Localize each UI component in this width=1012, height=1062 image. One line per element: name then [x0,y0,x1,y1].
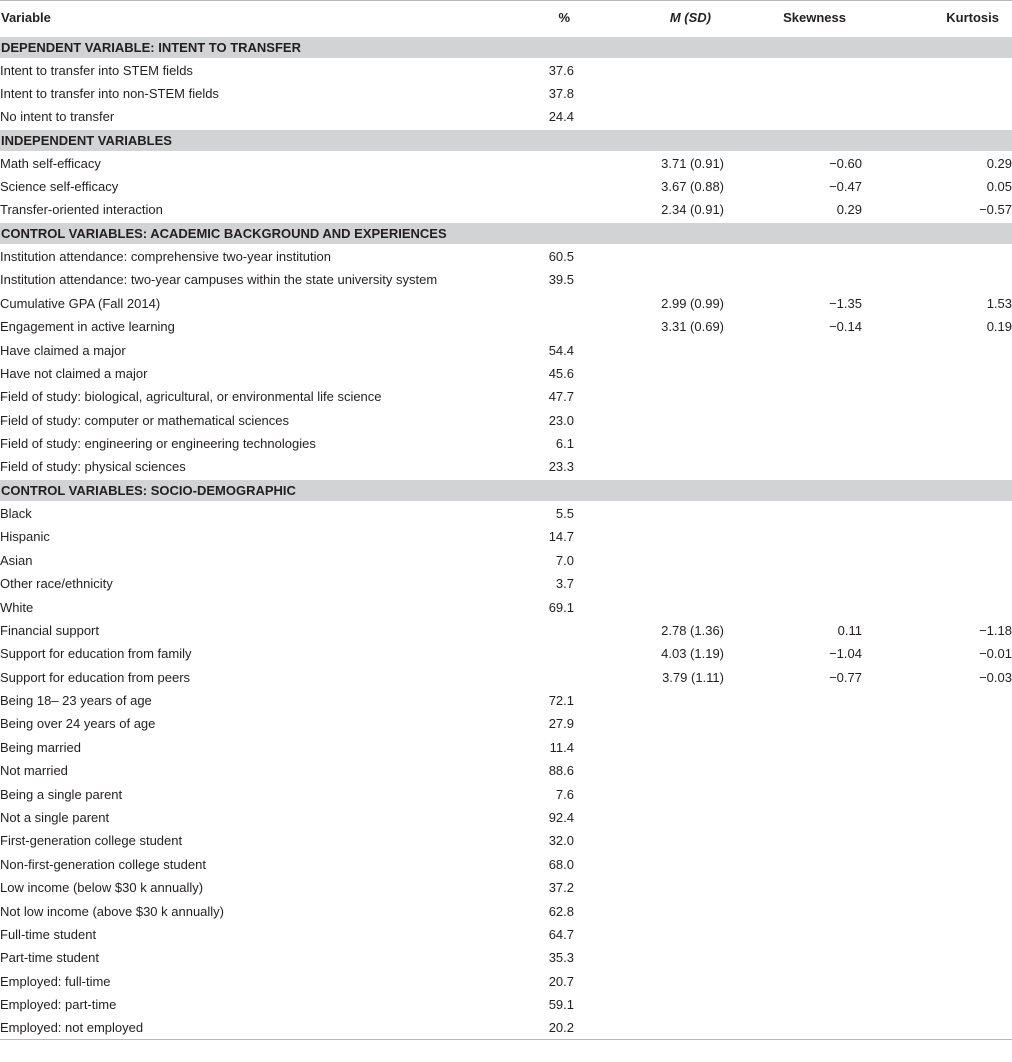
cell-skewness [724,712,862,735]
cell-variable: Math self-efficacy [0,156,101,172]
cell-percent: 23.3 [548,459,574,475]
section-header-row [0,222,1012,245]
cell-skewness [724,362,862,385]
table-row [0,806,1012,829]
cell-mean-sd [574,432,724,455]
cell-percent [512,152,574,175]
cell-mean-sd [574,689,724,712]
cell-percent [512,665,574,688]
header-variable: Variable [0,1,512,36]
cell-mean-sd [574,409,724,432]
cell-mean-sd [574,899,724,922]
section-header-row [0,129,1012,152]
table-row [0,595,1012,618]
cell-percent: 37.8 [548,86,574,102]
cell-kurtosis: −0.01 [979,646,1012,662]
cell-kurtosis [862,455,1012,478]
cell-mean-sd: 3.79 (1.11) [662,669,724,685]
table-row [0,853,1012,876]
cell-percent [512,198,574,221]
table-row [0,970,1012,993]
table-row [0,829,1012,852]
cell-mean-sd [574,923,724,946]
cell-skewness: −1.04 [829,646,862,662]
cell-skewness [724,946,862,969]
table-row [0,876,1012,899]
cell-kurtosis [862,409,1012,432]
cell-skewness [724,759,862,782]
cell-variable: Part-time student [0,950,99,966]
table-row [0,338,1012,361]
cell-skewness [724,876,862,899]
cell-kurtosis [862,782,1012,805]
table-row [0,362,1012,385]
cell-mean-sd [574,1016,724,1039]
cell-variable: No intent to transfer [0,108,115,124]
cell-variable: Field of study: physical sciences [0,459,186,475]
cell-variable: Engagement in active learning [0,319,175,335]
header-percent: % [512,1,574,36]
header-kurtosis: Kurtosis [862,1,1012,36]
cell-percent: 20.7 [548,973,574,989]
cell-skewness [724,245,862,268]
cell-mean-sd [574,572,724,595]
cell-skewness [724,595,862,618]
cell-percent: 5.5 [555,506,574,522]
cell-mean-sd [574,712,724,735]
cell-kurtosis [862,993,1012,1016]
table-row [0,782,1012,805]
cell-variable: Transfer-oriented interaction [0,202,163,218]
cell-skewness [724,993,862,1016]
cell-mean-sd [574,876,724,899]
cell-kurtosis: −1.18 [979,622,1012,638]
cell-kurtosis [862,432,1012,455]
table-row [0,409,1012,432]
cell-variable: Intent to transfer into non-STEM fields [0,86,219,102]
cell-percent: 64.7 [548,926,574,942]
cell-kurtosis [862,759,1012,782]
cell-mean-sd [574,829,724,852]
cell-variable: Black [0,506,32,522]
section-title: CONTROL VARIABLES: SOCIO-DEMOGRAPHIC [0,479,1012,502]
cell-skewness [724,899,862,922]
cell-kurtosis [862,970,1012,993]
cell-percent: 23.0 [548,412,574,428]
cell-mean-sd [574,853,724,876]
cell-mean-sd [574,268,724,291]
cell-skewness [724,689,862,712]
cell-variable: Not low income (above $30 k annually) [0,903,225,919]
cell-kurtosis [862,712,1012,735]
table-row [0,385,1012,408]
cell-mean-sd [574,993,724,1016]
cell-percent: 92.4 [548,810,574,826]
table-row [0,619,1012,642]
table-row [0,59,1012,82]
table-row [0,572,1012,595]
cell-percent: 68.0 [548,856,574,872]
cell-mean-sd: 2.34 (0.91) [661,202,724,218]
cell-skewness [724,829,862,852]
cell-variable: Support for education from family [0,646,192,662]
cell-variable: First-generation college student [0,833,183,849]
cell-variable: Employed: part-time [0,997,117,1013]
cell-kurtosis [862,245,1012,268]
cell-skewness: −0.47 [829,179,862,195]
cell-percent: 14.7 [548,529,574,545]
cell-percent: 6.1 [555,436,574,452]
cell-skewness: −0.14 [829,319,862,335]
cell-skewness [724,572,862,595]
cell-mean-sd [574,595,724,618]
cell-skewness: −0.60 [829,156,862,172]
cell-mean-sd [574,525,724,548]
cell-variable: Have claimed a major [0,342,126,358]
cell-skewness [724,853,862,876]
cell-skewness [724,1016,862,1039]
cell-kurtosis: 0.19 [986,319,1012,335]
cell-percent: 47.7 [548,389,574,405]
cell-variable: Institution attendance: comprehensive two-year institution [0,249,331,265]
cell-percent [512,292,574,315]
cell-kurtosis [862,899,1012,922]
table-row [0,665,1012,688]
header-row [0,1,1012,36]
cell-mean-sd [574,549,724,572]
cell-kurtosis [862,1016,1012,1039]
table-row [0,105,1012,128]
cell-mean-sd [574,502,724,525]
cell-skewness [724,432,862,455]
cell-percent: 39.5 [548,272,574,288]
cell-variable: Support for education from peers [0,669,191,685]
cell-kurtosis [862,595,1012,618]
cell-mean-sd: 3.71 (0.91) [661,156,724,172]
cell-kurtosis [862,572,1012,595]
table-row [0,946,1012,969]
cell-variable: Science self-efficacy [0,179,119,195]
cell-skewness [724,525,862,548]
cell-skewness [724,736,862,759]
table-body [0,36,1012,1040]
cell-percent: 11.4 [549,739,574,755]
table-row [0,689,1012,712]
cell-mean-sd [574,362,724,385]
section-title: CONTROL VARIABLES: ACADEMIC BACKGROUND AND EXPERIENCES [0,222,1012,245]
cell-mean-sd [574,105,724,128]
cell-kurtosis [862,82,1012,105]
cell-skewness [724,59,862,82]
cell-kurtosis: −0.03 [979,669,1012,685]
table-row [0,245,1012,268]
cell-mean-sd [574,82,724,105]
table-row [0,549,1012,572]
cell-mean-sd [574,245,724,268]
table-row [0,899,1012,922]
cell-kurtosis [862,923,1012,946]
cell-skewness: −0.77 [829,669,862,685]
cell-variable: Cumulative GPA (Fall 2014) [0,295,161,311]
cell-percent: 45.6 [548,365,574,381]
cell-variable: Field of study: engineering or engineering technologies [0,436,316,452]
table-row [0,315,1012,338]
cell-percent [512,175,574,198]
cell-mean-sd: 2.78 (1.36) [661,622,724,638]
table-row [0,268,1012,291]
cell-percent: 88.6 [548,763,574,779]
cell-variable: Low income (below $30 k annually) [0,880,204,896]
cell-kurtosis [862,829,1012,852]
header-skewness: Skewness [724,1,862,36]
table-row [0,175,1012,198]
cell-variable: Being 18– 23 years of age [0,693,152,709]
cell-variable: Being a single parent [0,786,123,802]
cell-percent: 59.1 [548,997,574,1013]
table-row [0,152,1012,175]
cell-mean-sd [574,759,724,782]
cell-kurtosis: 0.29 [986,156,1012,172]
cell-variable: Employed: full-time [0,973,111,989]
cell-variable: Asian [0,552,33,568]
table-row [0,432,1012,455]
table-row [0,455,1012,478]
cell-skewness [724,782,862,805]
cell-kurtosis [862,268,1012,291]
cell-percent: 3.7 [555,576,574,592]
cell-percent [512,642,574,665]
cell-kurtosis [862,876,1012,899]
table-row [0,642,1012,665]
cell-mean-sd [574,970,724,993]
cell-skewness [724,82,862,105]
cell-skewness [724,549,862,572]
cell-kurtosis [862,338,1012,361]
cell-kurtosis [862,502,1012,525]
cell-skewness [724,105,862,128]
cell-skewness [724,385,862,408]
cell-percent: 54.4 [548,342,574,358]
cell-skewness [724,268,862,291]
cell-skewness [724,502,862,525]
cell-skewness: 0.11 [837,622,862,638]
table-row [0,292,1012,315]
cell-percent [512,315,574,338]
cell-mean-sd: 3.67 (0.88) [661,179,724,195]
table-row [0,993,1012,1016]
cell-variable: Financial support [0,622,99,638]
cell-kurtosis [862,946,1012,969]
cell-variable: Institution attendance: two-year campuses within the state university system [0,272,438,288]
cell-variable: Have not claimed a major [0,365,148,381]
cell-kurtosis: 1.53 [986,295,1012,311]
cell-variable: Field of study: computer or mathematical sciences [0,412,290,428]
cell-percent: 60.5 [548,249,574,265]
cell-mean-sd [574,806,724,829]
section-header-row [0,36,1012,59]
cell-variable: Other race/ethnicity [0,576,113,592]
cell-percent: 37.2 [548,880,574,896]
cell-percent: 37.6 [548,62,574,78]
cell-skewness [724,409,862,432]
cell-variable: Full-time student [0,926,97,942]
table-row [0,923,1012,946]
cell-percent: 72.1 [548,693,574,709]
cell-percent: 32.0 [548,833,574,849]
cell-variable: Being over 24 years of age [0,716,156,732]
cell-kurtosis: −0.57 [979,202,1012,218]
section-title: INDEPENDENT VARIABLES [0,129,1012,152]
header-mean-sd: M (SD) [574,1,724,36]
cell-mean-sd [574,455,724,478]
cell-kurtosis [862,689,1012,712]
cell-skewness [724,338,862,361]
cell-kurtosis [862,59,1012,82]
table-row [0,525,1012,548]
cell-percent: 27.9 [548,716,574,732]
cell-kurtosis [862,362,1012,385]
cell-percent: 24.4 [548,108,574,124]
cell-percent: 62.8 [548,903,574,919]
cell-variable: Not a single parent [0,810,110,826]
cell-mean-sd: 4.03 (1.19) [661,646,724,662]
cell-variable: Employed: not employed [0,1016,512,1039]
cell-percent: 69.1 [548,599,574,615]
cell-variable: Non-first-generation college student [0,856,206,872]
cell-variable: Field of study: biological, agricultural, or environmental life science [0,389,382,405]
cell-percent: 7.0 [555,552,574,568]
cell-kurtosis: 0.05 [986,179,1012,195]
table-row [0,82,1012,105]
cell-mean-sd [574,385,724,408]
cell-mean-sd: 2.99 (0.99) [661,295,724,311]
cell-skewness: 0.29 [836,202,862,218]
table-row [0,712,1012,735]
cell-mean-sd [574,782,724,805]
cell-kurtosis [862,806,1012,829]
cell-skewness [724,806,862,829]
cell-variable: White [0,599,34,615]
table-row [0,759,1012,782]
cell-mean-sd [574,59,724,82]
section-title: DEPENDENT VARIABLE: INTENT TO TRANSFER [0,36,1012,59]
cell-kurtosis [862,105,1012,128]
cell-skewness: −1.35 [829,295,862,311]
cell-kurtosis [862,525,1012,548]
cell-kurtosis [862,736,1012,759]
cell-percent: 35.3 [548,950,574,966]
cell-variable: Being married [0,739,81,755]
cell-mean-sd [574,736,724,759]
cell-kurtosis [862,549,1012,572]
cell-mean-sd [574,946,724,969]
cell-variable: Intent to transfer into STEM fields [0,62,193,78]
cell-skewness [724,970,862,993]
cell-skewness [724,923,862,946]
cell-percent [512,619,574,642]
cell-kurtosis [862,385,1012,408]
cell-variable: Not married [0,763,68,779]
cell-percent: 7.6 [555,786,574,802]
cell-skewness [724,455,862,478]
cell-mean-sd [574,338,724,361]
table-header [0,1,1012,36]
table-row [0,198,1012,221]
cell-mean-sd: 3.31 (0.69) [661,319,724,335]
table-row [0,1016,1012,1039]
cell-kurtosis [862,853,1012,876]
section-header-row [0,479,1012,502]
table-row [0,736,1012,759]
table-row [0,502,1012,525]
cell-percent: 20.2 [512,1016,574,1039]
cell-variable: Hispanic [0,529,50,545]
